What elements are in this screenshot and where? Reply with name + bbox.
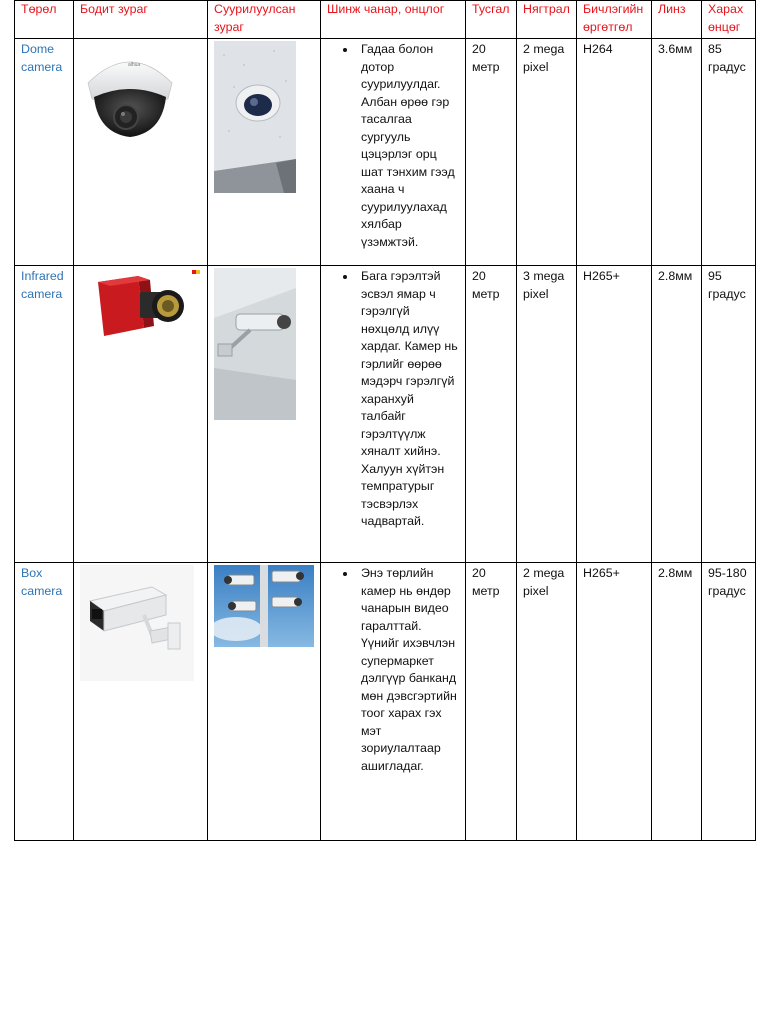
header-range: Тусгал [466, 1, 517, 39]
resolution-cell: 2 mega pixel [517, 563, 577, 841]
header-lens: Линз [652, 1, 702, 39]
codec-cell: H265+ [577, 266, 652, 563]
features-text: • Бага гэрэлтэй эсвэл ямар ч гэрэлгүй нөхцөлд илүү хардаг. Камер нь гэрлийг өөрөө мэдэрч гэрэлгүй харанхуй талбайг гэрэлтүүлж хяналт хийнэ. Халуун хүйтэн темпратурыг тэсвэрлэх чадвартай. [357, 268, 459, 531]
lens-cell: 2.8мм [652, 266, 702, 563]
installed-photo-cell [208, 563, 321, 841]
header-type: Төрөл [15, 1, 74, 39]
angle-cell: 85 градус [702, 39, 756, 266]
wall-bullet-installed-photo [214, 268, 314, 420]
features-cell [321, 39, 466, 266]
table-row [15, 39, 756, 266]
thermal-camera-photo [80, 268, 201, 348]
header-features: Шинж чанар, онцлог [321, 1, 466, 39]
pole-cameras-installed-photo [214, 565, 314, 647]
svg-text:alhua: alhua [128, 62, 141, 68]
header-installed-photo: Суурилуулсан зураг [208, 1, 321, 39]
features-cell [321, 563, 466, 841]
box-camera-photo [80, 565, 201, 681]
installed-photo-cell [208, 266, 321, 563]
header-angle: Харах өнцөг [702, 1, 756, 39]
codec-cell: H265+ [577, 563, 652, 841]
features-text: • Гадаа болон дотор суурилуулдаг. Албан өрөө гэр тасалгаа сургууль цэцэрлэг орц шат тэнхим гээд хаана ч суурилуулахад хялбар үзэмжтэй. [357, 41, 459, 251]
header-resolution: Нягтрал [517, 1, 577, 39]
real-photo-cell [74, 563, 208, 841]
real-photo-cell [74, 39, 208, 266]
header-row [15, 1, 756, 39]
header-real-photo: Бодит зураг [74, 1, 208, 39]
range-cell: 20 метр [466, 563, 517, 841]
angle-cell: 95 градус [702, 266, 756, 563]
lens-cell: 3.6мм [652, 39, 702, 266]
camera-type: Box camera [15, 563, 74, 841]
real-photo-cell [74, 266, 208, 563]
camera-type: Dome camera [15, 39, 74, 266]
range-cell: 20 метр [466, 39, 517, 266]
codec-cell: H264 [577, 39, 652, 266]
header-codec: Бичлэгийн өргөтгөл [577, 1, 652, 39]
camera-comparison-table [14, 0, 756, 841]
resolution-cell: 2 mega pixel [517, 39, 577, 266]
lens-cell: 2.8мм [652, 563, 702, 841]
installed-photo-cell [208, 39, 321, 266]
range-cell: 20 метр [466, 266, 517, 563]
camera-type: Infrared camera [15, 266, 74, 563]
ceiling-dome-installed-photo [214, 41, 314, 193]
features-cell [321, 266, 466, 563]
angle-cell: 95-180 градус [702, 563, 756, 841]
features-text: • Энэ төрлийн камер нь өндөр чанарын видео гаралттай. Үүнийг ихэвчлэн супермаркет дэлгүүр банканд мөн дэвсгэртийн тоог харах гэх мэт зориулалтаар ашигладаг. [357, 565, 459, 775]
table-row [15, 563, 756, 841]
resolution-cell: 3 mega pixel [517, 266, 577, 563]
dome-camera-photo [80, 41, 201, 141]
table-row [15, 266, 756, 563]
